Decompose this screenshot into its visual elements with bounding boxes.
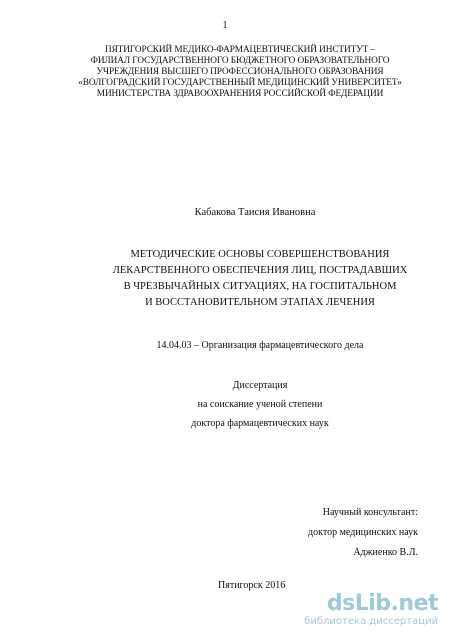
degree-line: Диссертация — [232, 380, 288, 391]
degree-line: доктора фармацевтических наук — [191, 418, 329, 429]
watermark-caption: библиотека диссертаций — [304, 616, 438, 627]
institution-header — [20, 45, 450, 100]
institution-line: МИНИСТЕРСТВА ЗДРАВООХРАНЕНИЯ РОССИЙСКОЙ ФЕДЕРАЦИИ — [96, 89, 384, 99]
institution-line: ФИЛИАЛ ГОСУДАРСТВЕННОГО БЮДЖЕТНОГО ОБРАЗОВАТЕЛЬНОГО — [90, 56, 390, 66]
page-number: 1 — [222, 20, 228, 31]
watermark-overlay[interactable] — [260, 591, 440, 631]
institution-line: «ВОЛГОГРАДСКИЙ ГОСУДАРСТВЕННЫЙ МЕДИЦИНСКИЙ УНИВЕРСИТЕТ» — [78, 78, 402, 88]
consultant-line: доктор медицинских наук — [308, 527, 418, 538]
degree-line: на соискание ученой степени — [197, 399, 323, 410]
title-line: МЕТОДИЧЕСКИЕ ОСНОВЫ СОВЕРШЕНСТВОВАНИЯ — [130, 249, 390, 260]
scientific-consultant — [218, 503, 418, 563]
degree-info — [60, 376, 450, 433]
city-year: Пятигорск 2016 — [218, 580, 286, 591]
title-line: В ЧРЕЗВЫЧАЙНЫХ СИТУАЦИЯХ, НА ГОСПИТАЛЬНОМ — [123, 281, 397, 292]
consultant-line: Аджиенко В.Л. — [353, 547, 418, 558]
dissertation-title — [60, 247, 450, 311]
specialty-code: 14.04.03 – Организация фармацевтического дела — [156, 340, 364, 351]
institution-line: ПЯТИГОРСКИЙ МЕДИКО-ФАРМАЦЕВТИЧЕСКИЙ ИНСТИТУТ – — [104, 45, 376, 55]
title-line: ЛЕКАРСТВЕННОГО ОБЕСПЕЧЕНИЯ ЛИЦ, ПОСТРАДАВШИХ — [112, 265, 408, 276]
watermark-logo[interactable]: dsLib.net — [326, 591, 438, 616]
author-name: Кабакова Таисия Ивановна — [194, 207, 316, 218]
institution-line: УЧРЕЖДЕНИЯ ВЫСШЕГО ПРОФЕССИОНАЛЬНОГО ОБРАЗОВАНИЯ — [96, 67, 384, 77]
title-line: И ВОССТАНОВИТЕЛЬНОМ ЭТАПАХ ЛЕЧЕНИЯ — [145, 297, 375, 308]
consultant-line: Научный консультант: — [322, 507, 418, 518]
